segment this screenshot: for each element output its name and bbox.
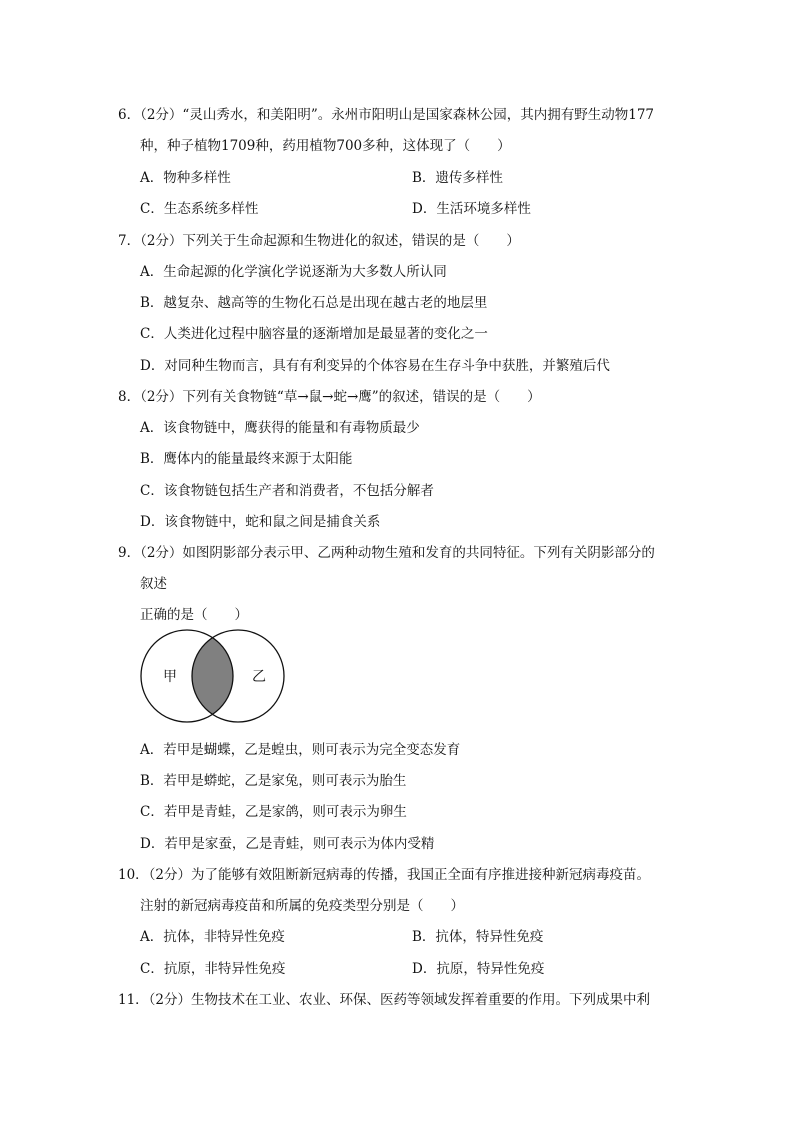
question-10-option-d: D．抗原，特异性免疫 [412, 961, 545, 977]
question-9-option-d: D．若甲是家蚕，乙是青蛙，则可表示为体内受精 [140, 836, 435, 852]
question-6-option-a: A．物种多样性 [140, 170, 231, 186]
question-8-option-d: D．该食物链中，蛇和鼠之间是捕食关系 [140, 514, 381, 530]
question-11-line-1: 11．（2分）生物技术在工业、农业、环保、医药等领域发挥着重要的作用。下列成果中利 [118, 992, 651, 1008]
question-10-option-b: B．抗体，特异性免疫 [412, 929, 544, 945]
question-9-line-3: 正确的是（ ） [140, 607, 248, 623]
question-7-stem: 7．（2分）下列关于生命起源和生物进化的叙述，错误的是（ ） [118, 233, 520, 249]
question-6-option-d: D．生活环境多样性 [412, 201, 531, 217]
question-6-option-c: C．生态系统多样性 [140, 201, 259, 217]
venn-label-left: 甲 [163, 669, 177, 685]
question-10-option-a: A．抗体，非特异性免疫 [140, 929, 285, 945]
question-8-option-c: C．该食物链包括生产者和消费者，不包括分解者 [140, 483, 434, 499]
question-8-option-a: A．该食物链中，鹰获得的能量和有毒物质最少 [140, 420, 420, 436]
question-7-option-c: C．人类进化过程中脑容量的逐渐增加是最显著的变化之一 [140, 326, 488, 342]
venn-label-right: 乙 [252, 669, 266, 685]
question-9-line-1: 9．（2分）如图阴影部分表示甲、乙两种动物生殖和发育的共同特征。下列有关阴影部分的 [118, 545, 655, 561]
question-8-stem: 8．（2分）下列有关食物链“草→鼠→蛇→鹰”的叙述，错误的是（ ） [118, 389, 541, 405]
question-9-line-2: 叙述 [140, 576, 167, 592]
question-6-option-b: B．遗传多样性 [412, 170, 503, 186]
question-7-option-d: D．对同种生物而言，具有有利变异的个体容易在生存斗争中获胜，并繁殖后代 [140, 358, 610, 374]
question-6-line-1: 6．（2分）“灵山秀水，和美阳明”。永州市阳明山是国家森林公园，其内拥有野生动物177 [118, 107, 654, 123]
question-7-option-b: B．越复杂、越高等的生物化石总是出现在越古老的地层里 [140, 295, 488, 311]
question-8-option-b: B．鹰体内的能量最终来源于太阳能 [140, 451, 353, 467]
question-7-option-a: A．生命起源的化学演化学说逐渐为大多数人所认同 [140, 264, 447, 280]
question-10-line-2: 注射的新冠病毒疫苗和所属的免疫类型分别是（ ） [140, 898, 464, 914]
question-6-line-2: 种，种子植物1709种，药用植物700多种，这体现了（ ） [140, 138, 511, 154]
question-9-option-c: C．若甲是青蛙，乙是家鸽，则可表示为卵生 [140, 804, 407, 820]
venn-diagram [140, 628, 290, 724]
question-10-option-c: C．抗原，非特异性免疫 [140, 961, 286, 977]
question-9-option-a: A．若甲是蝴蝶，乙是蝗虫，则可表示为完全变态发育 [140, 742, 461, 758]
question-9-option-b: B．若甲是蟒蛇，乙是家兔，则可表示为胎生 [140, 773, 407, 789]
question-10-line-1: 10．（2分）为了能够有效阻断新冠病毒的传播，我国正全面有序推进接种新冠病毒疫苗。 [118, 867, 651, 883]
